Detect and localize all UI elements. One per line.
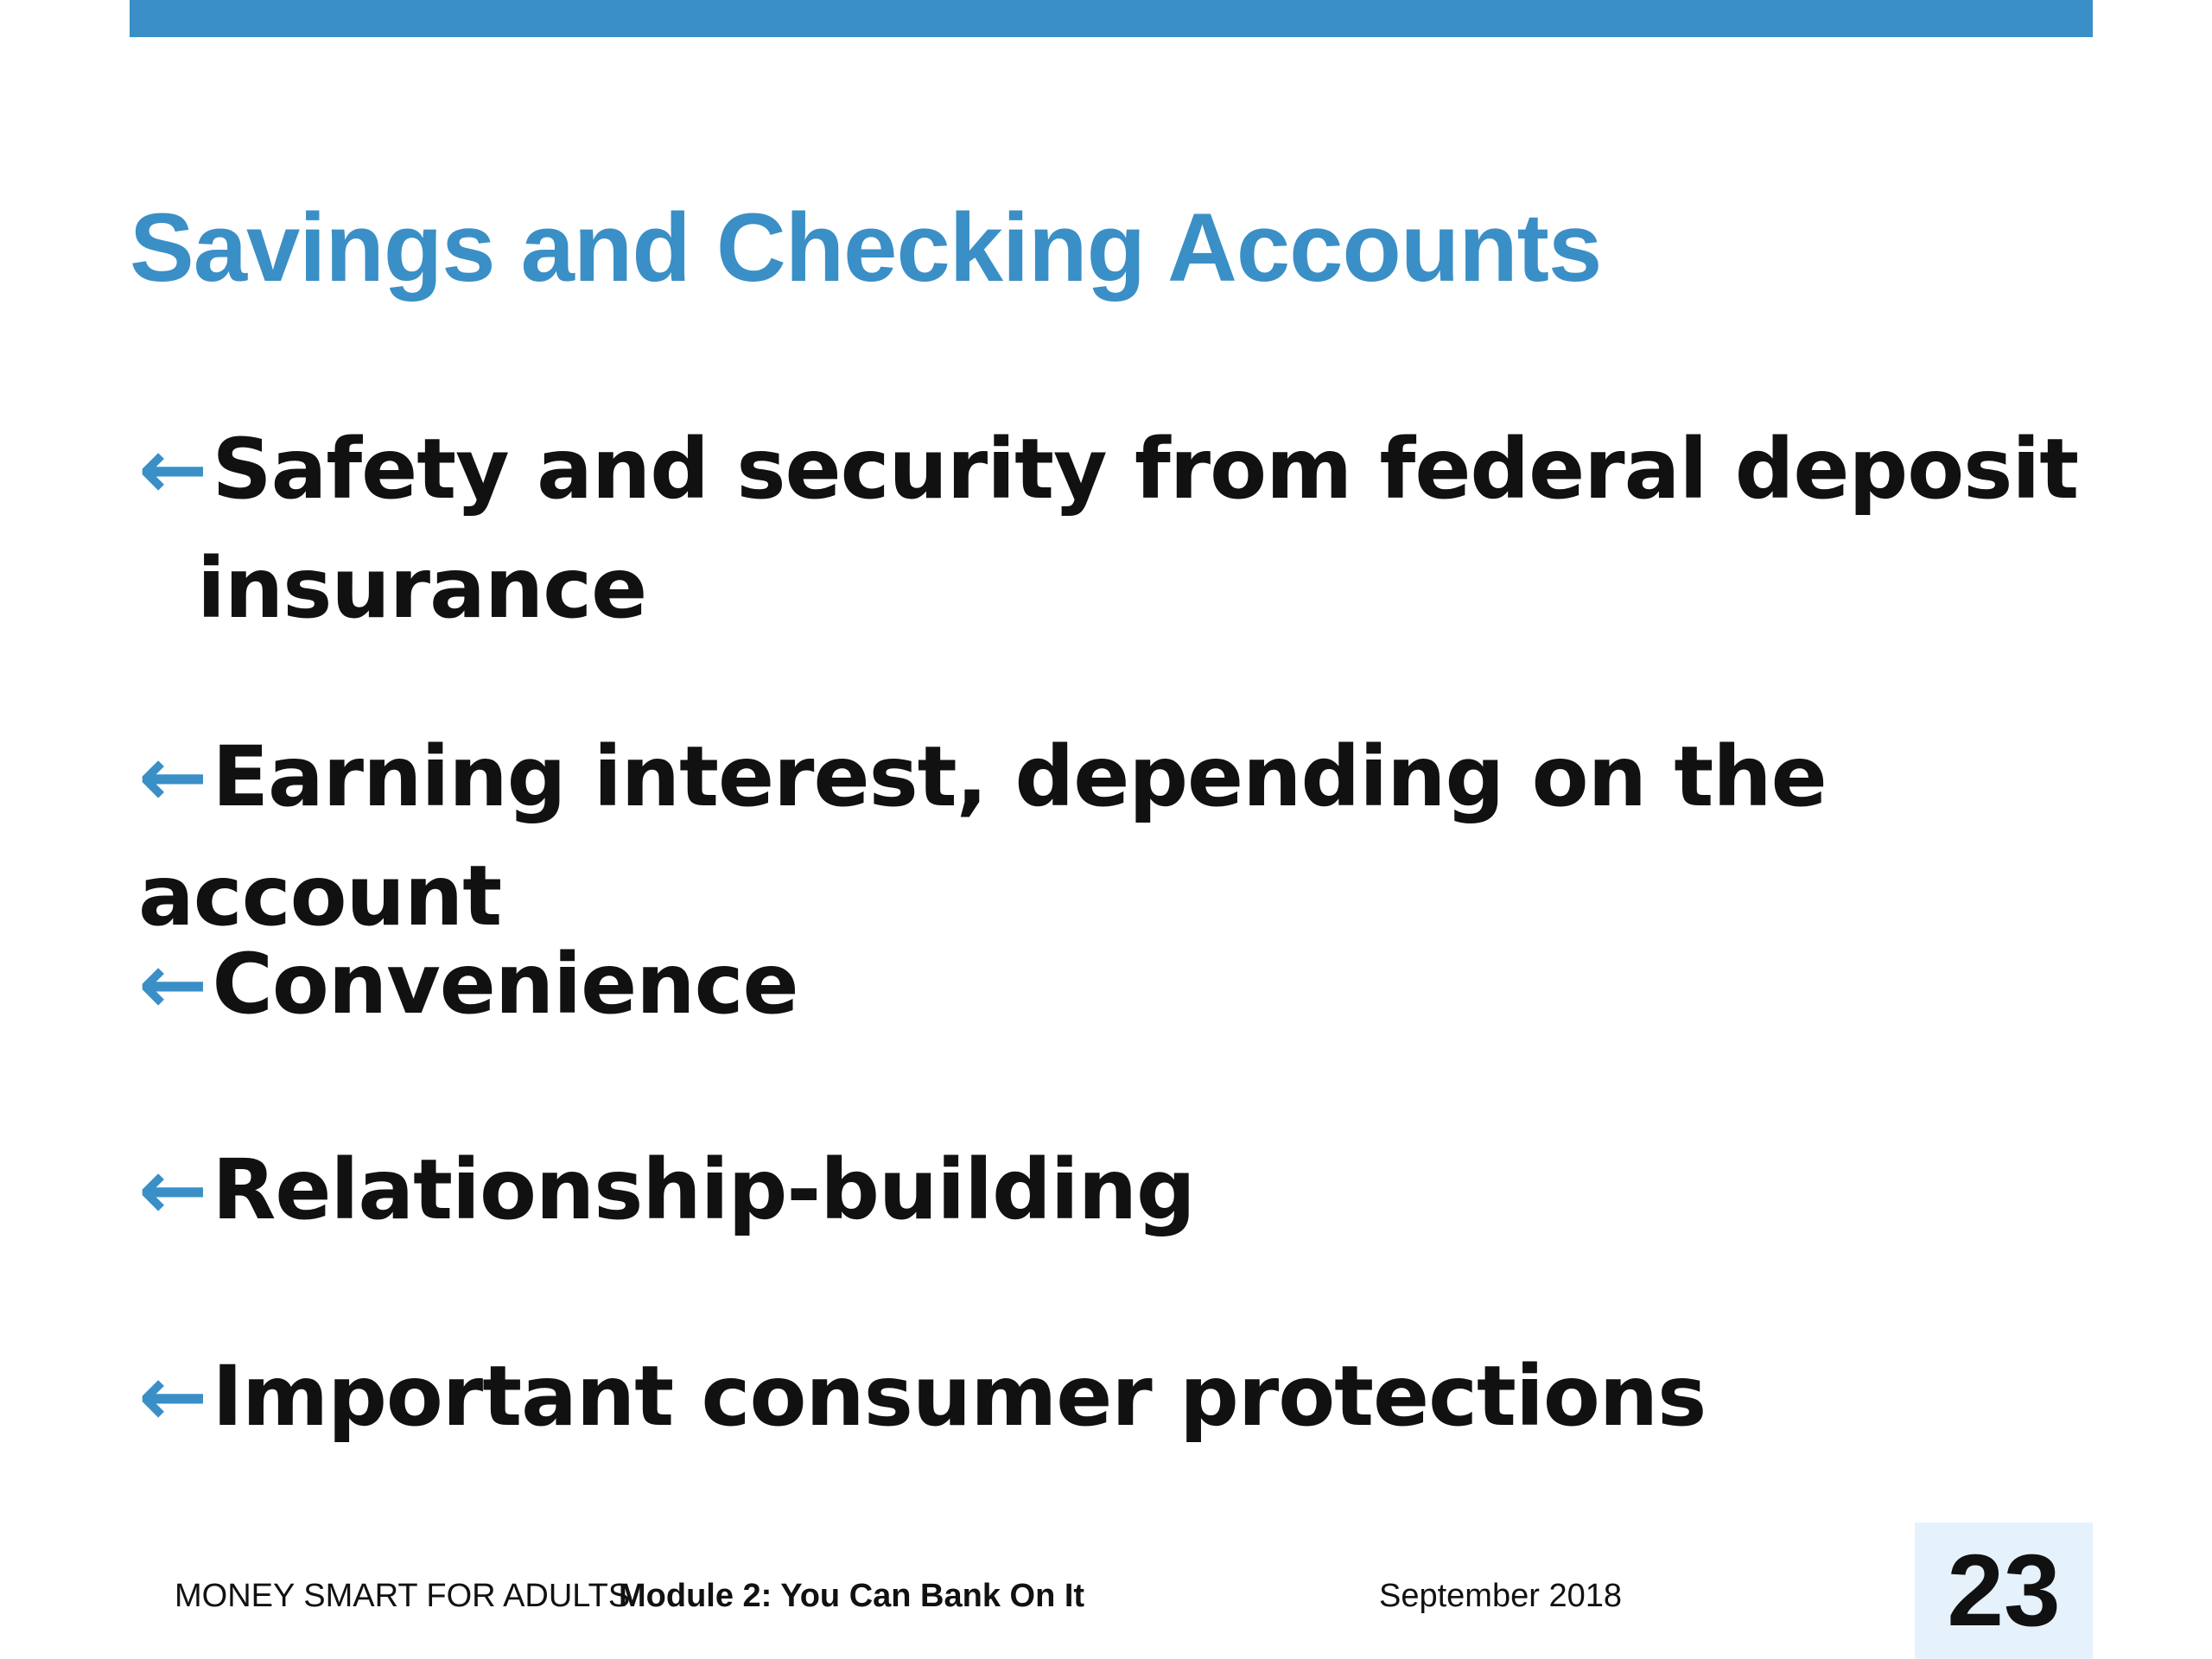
slide-title: Savings and Checking Accounts: [130, 194, 1602, 302]
bullet-text: Important consumer protections: [212, 1348, 1707, 1445]
bullet-text: Earning interest, depending on the account: [138, 728, 1827, 944]
bullet-item-safety: [138, 410, 2082, 648]
bullet-item-convenience: [138, 925, 2082, 1044]
bullet-text: Relationship-building: [212, 1141, 1195, 1238]
left-arrow-icon: ←: [138, 1141, 207, 1238]
footer-org-name: MONEY SMART FOR ADULTS: [175, 1578, 631, 1614]
footer-date: September 2018: [1379, 1578, 1622, 1614]
footer-module-title: Module 2: You Can Bank On It: [619, 1578, 1085, 1614]
left-arrow-icon: ←: [138, 728, 207, 825]
page-number-box: [1915, 1522, 2093, 1659]
page-number: 23: [1947, 1534, 2061, 1648]
left-arrow-icon: ←: [138, 1348, 207, 1445]
top-accent-bar: [130, 0, 2093, 37]
bullet-item-protections: [138, 1337, 2082, 1456]
bullet-text: Safety and security from federal deposit: [212, 421, 2079, 518]
bullet-item-relationship: [138, 1130, 2082, 1249]
left-arrow-icon: ←: [138, 421, 207, 518]
left-arrow-icon: ←: [138, 936, 207, 1033]
bullet-text-continuation: insurance: [197, 540, 647, 637]
bullet-item-interest: [138, 717, 2082, 956]
bullet-text: Convenience: [212, 936, 798, 1033]
